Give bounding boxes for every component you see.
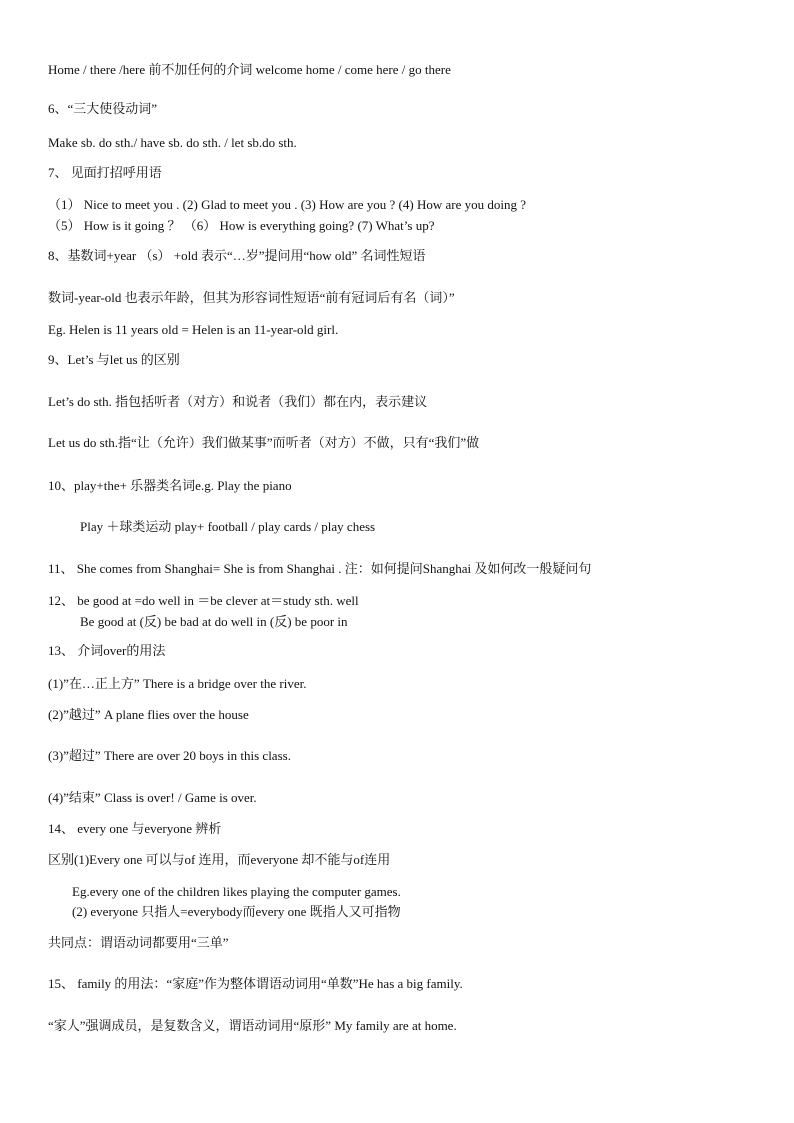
section-heading: 15、 family 的用法：“家庭”作为整体谓语动词用“单数”He has a big family. [48, 976, 463, 991]
text-line: (3)”超过” There are over 20 boys in this class. [48, 748, 291, 763]
section-heading: 12、 be good at =do well in ＝be clever at＝study sth. well [48, 593, 359, 608]
text-line: （1） Nice to meet you . (2) Glad to meet you . (3) How are you ? (4) How are you doing ? [48, 197, 526, 212]
text-line: Play ＋球类运动 play+ football / play cards / play chess [80, 519, 376, 534]
text-line: Let’s do sth. 指包括听者（对方）和说者（我们）都在内，表示建议 [48, 394, 428, 409]
text-line: Let us do sth.指“让（允许）我们做某事”而听者（对方）不做，只有“我们”做 [48, 435, 480, 450]
text-line: (2) everyone 只指人=everybody而every one 既指人又可指物 [72, 904, 401, 919]
text-line: (2)”越过” A plane flies over the house [48, 707, 249, 722]
text-line: 区别(1)Every one 可以与of 连用，而everyone 却不能与of连用 [48, 852, 391, 867]
text-line: Home / there /here 前不加任何的介词 welcome home / come here / go there [48, 62, 451, 77]
text-line: “家人”强调成员，是复数含义，谓语动词用“原形” My family are at home. [48, 1018, 457, 1033]
section-heading: 7、 见面打招呼用语 [48, 165, 162, 180]
section-heading: 11、 She comes from Shanghai= She is from Shanghai . 注：如何提问Shanghai 及如何改一般疑问句 [48, 561, 592, 576]
text-line: 共同点：谓语动词都要用“三单” [48, 935, 229, 950]
section-heading: 10、play+the+ 乐器类名词e.g. Play the piano [48, 478, 292, 493]
text-line: （5） How is it going ？ （6） How is everything going? (7) What’s up? [48, 218, 435, 233]
text-line: Eg.every one of the children likes playing the computer games. [72, 884, 401, 899]
text-line: (4)”结束” Class is over! / Game is over. [48, 790, 257, 805]
section-heading: 6、“三大使役动词” [48, 101, 158, 116]
text-line: Eg. Helen is 11 years old = Helen is an 11-year-old girl. [48, 322, 339, 337]
section-heading: 14、 every one 与everyone 辨析 [48, 821, 222, 836]
text-line: Be good at (反) be bad at do well in (反) be poor in [80, 614, 348, 629]
text-line: Make sb. do sth./ have sb. do sth. / let sb.do sth. [48, 135, 297, 150]
section-heading: 9、Let’s 与let us 的区别 [48, 352, 180, 367]
section-heading: 8、基数词+year （s） +old 表示“…岁”提问用“how old” 名词性短语 [48, 248, 426, 263]
section-heading: 13、 介词over的用法 [48, 643, 166, 658]
text-line: 数词-year-old 也表示年龄，但其为形容词性短语“前有冠词后有名（词）” [48, 290, 455, 305]
text-line: (1)”在…正上方” There is a bridge over the river. [48, 676, 307, 691]
